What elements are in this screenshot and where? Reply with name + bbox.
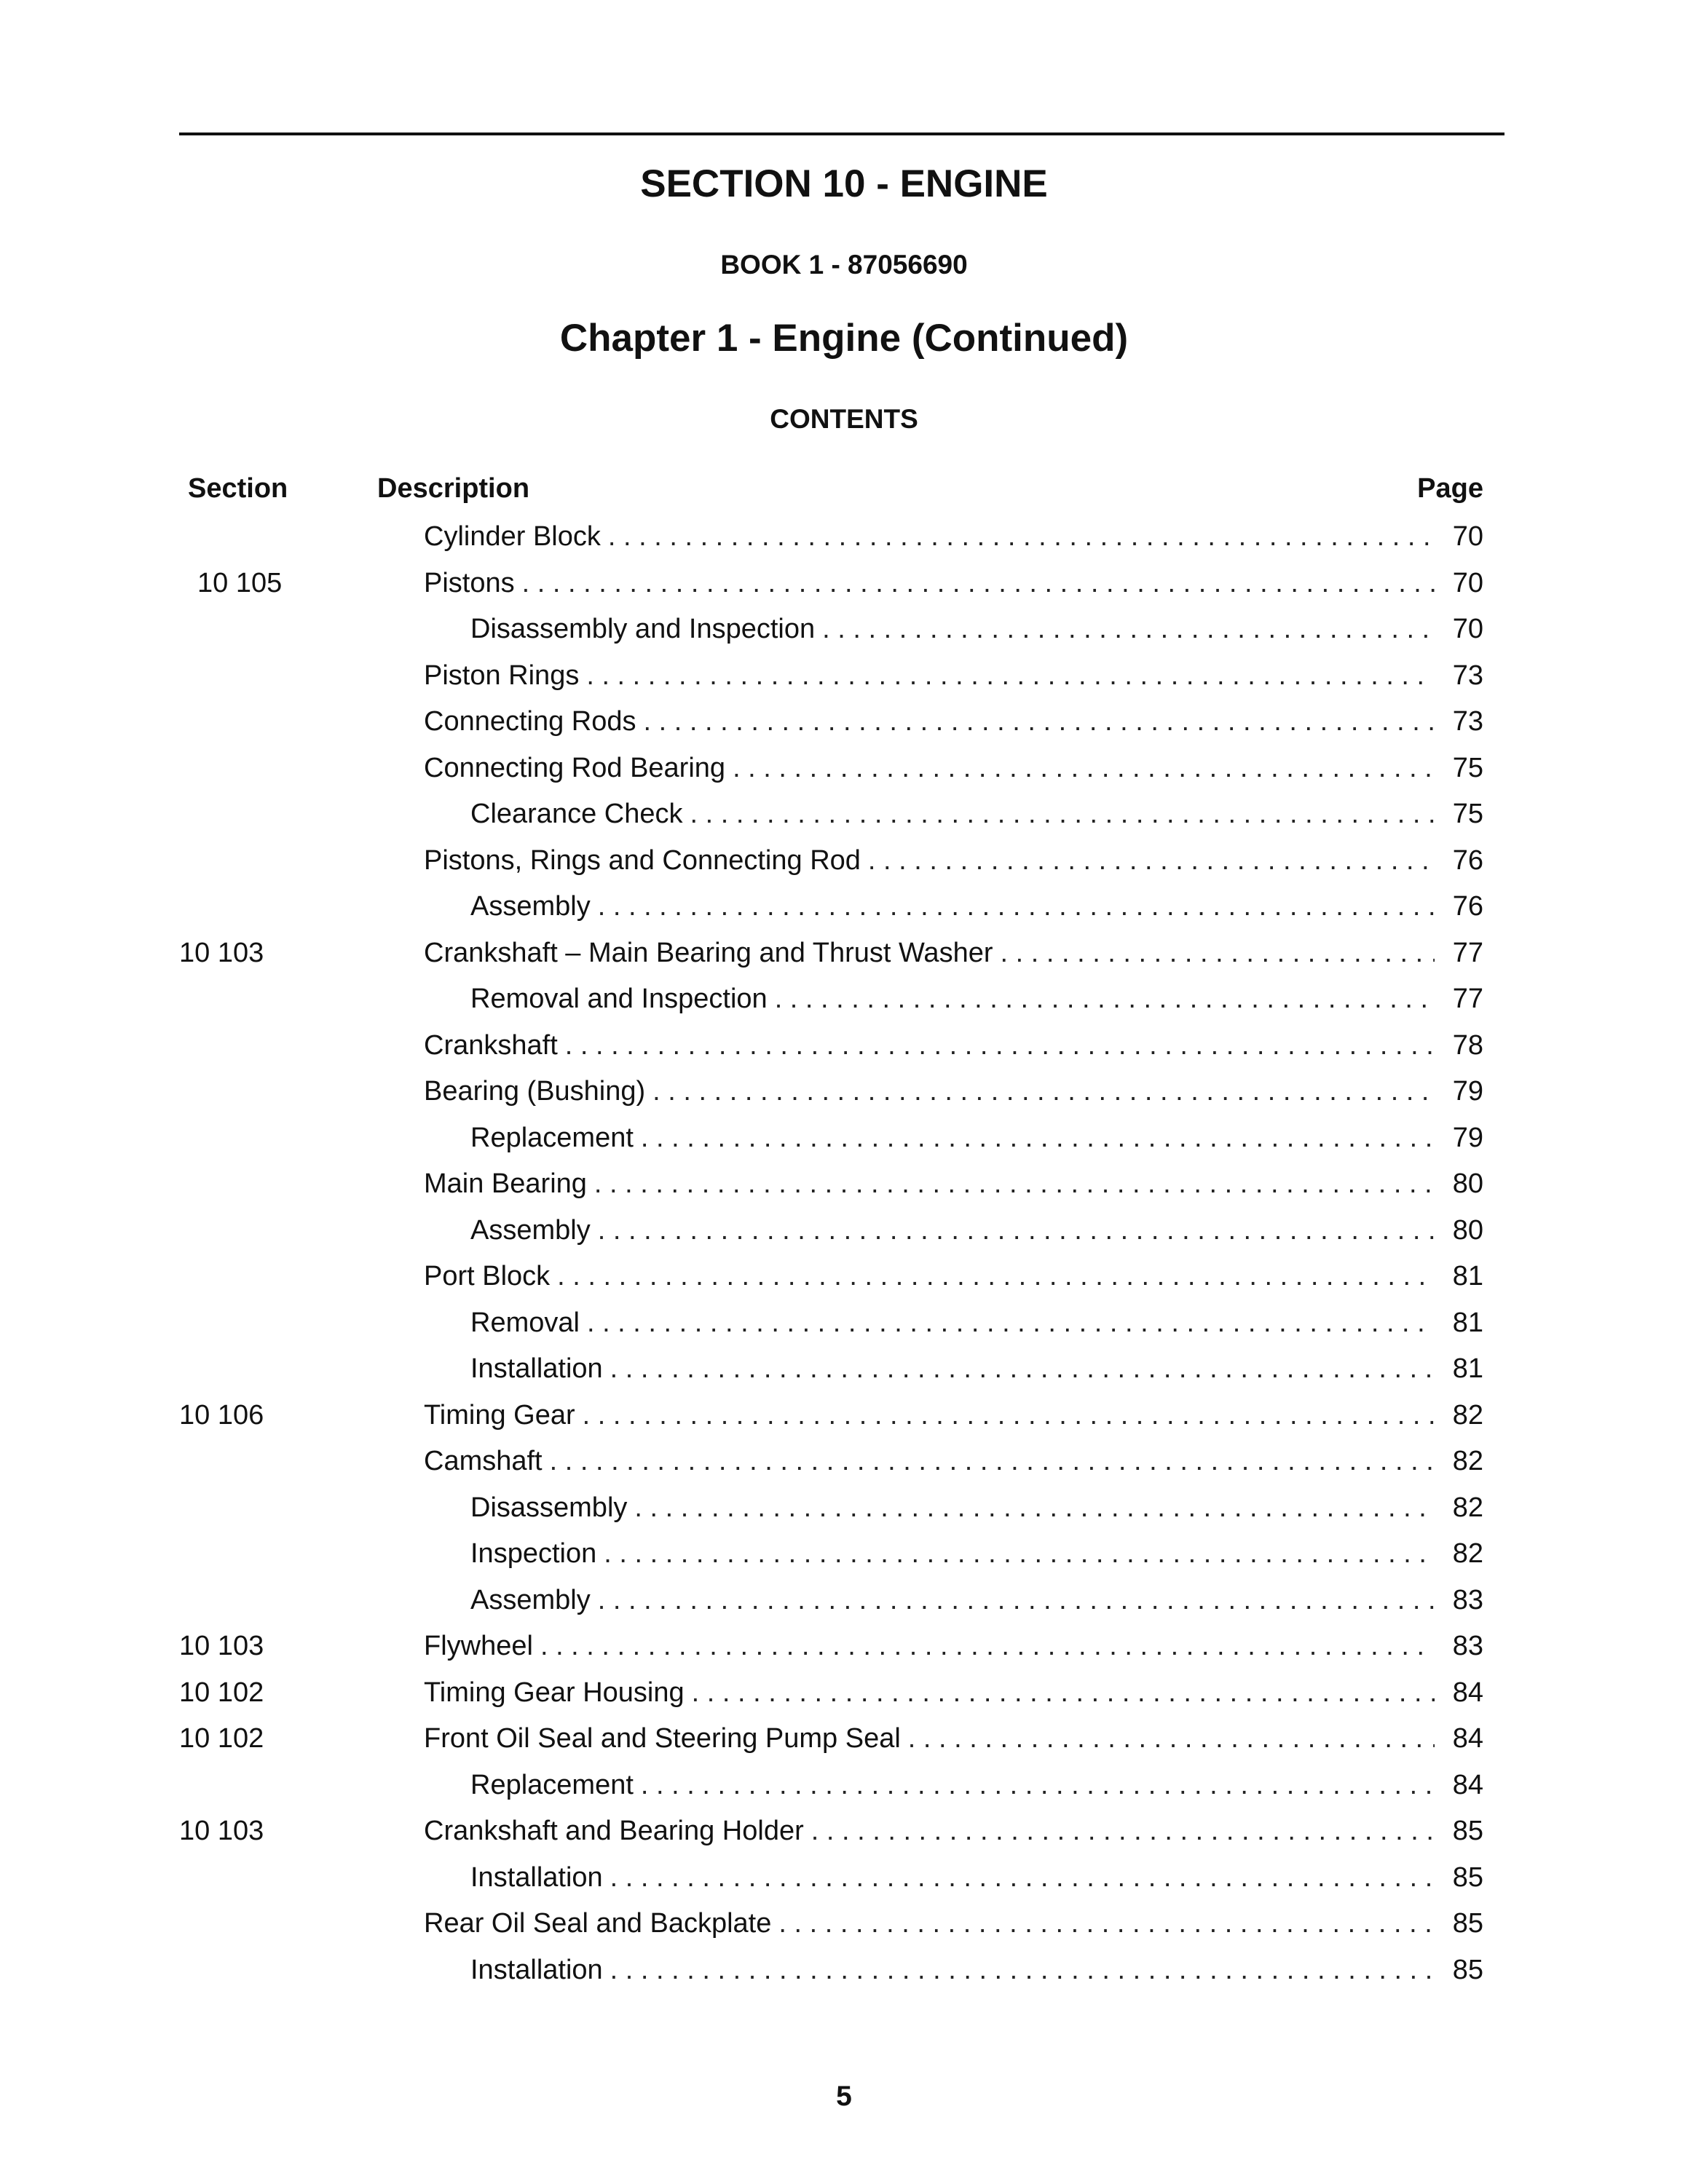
toc-row bbox=[0, 514, 1688, 561]
dot-leader bbox=[652, 1069, 1435, 1115]
section-title: SECTION 10 - ENGINE bbox=[640, 162, 1048, 205]
toc-description-line bbox=[470, 1346, 1435, 1393]
toc-page-number: 70 bbox=[1452, 521, 1483, 552]
toc-page-number: 84 bbox=[1452, 1769, 1483, 1800]
toc-description-line bbox=[470, 1485, 1435, 1532]
toc-description-line bbox=[424, 930, 1435, 977]
toc-description-line bbox=[424, 745, 1435, 792]
toc-description-line bbox=[470, 1115, 1435, 1162]
column-header-section: Section bbox=[188, 473, 288, 504]
toc-row bbox=[0, 1393, 1688, 1439]
toc-row bbox=[0, 1670, 1688, 1717]
toc-description: Cylinder Block bbox=[424, 521, 601, 552]
dot-leader bbox=[775, 976, 1435, 1023]
toc-description-line bbox=[424, 1254, 1435, 1300]
top-rule bbox=[179, 132, 1504, 135]
toc-row bbox=[0, 791, 1688, 838]
toc-row bbox=[0, 745, 1688, 792]
dot-leader bbox=[610, 1947, 1435, 1994]
toc-page-number: 81 bbox=[1452, 1353, 1483, 1384]
toc-page-number: 80 bbox=[1452, 1214, 1483, 1246]
toc-page-number: 80 bbox=[1452, 1168, 1483, 1199]
toc-page-number: 85 bbox=[1452, 1861, 1483, 1893]
toc-description-line bbox=[424, 514, 1435, 561]
toc-row bbox=[0, 1300, 1688, 1347]
table-of-contents bbox=[0, 514, 1688, 1993]
toc-description: Inspection bbox=[470, 1538, 597, 1569]
toc-description: Assembly bbox=[470, 1584, 591, 1615]
dot-leader bbox=[550, 1439, 1435, 1485]
dot-leader bbox=[610, 1855, 1435, 1902]
toc-row bbox=[0, 699, 1688, 745]
toc-description: Camshaft bbox=[424, 1446, 543, 1476]
toc-row bbox=[0, 1531, 1688, 1578]
toc-page-number: 76 bbox=[1452, 844, 1483, 876]
toc-row bbox=[0, 884, 1688, 930]
toc-row bbox=[0, 1623, 1688, 1670]
toc-row bbox=[0, 1716, 1688, 1762]
dot-leader bbox=[908, 1716, 1435, 1762]
toc-description: Assembly bbox=[470, 1214, 591, 1246]
toc-description: Removal bbox=[470, 1307, 580, 1338]
toc-page-number: 82 bbox=[1452, 1492, 1483, 1523]
toc-description-line bbox=[470, 606, 1435, 653]
toc-description-line bbox=[424, 1439, 1435, 1485]
toc-row bbox=[0, 1161, 1688, 1208]
dot-leader bbox=[540, 1623, 1435, 1670]
contents-heading: CONTENTS bbox=[770, 404, 918, 434]
toc-page-number: 76 bbox=[1452, 891, 1483, 922]
dot-leader bbox=[598, 1208, 1435, 1254]
toc-row bbox=[0, 1762, 1688, 1809]
toc-description: Crankshaft – Main Bearing and Thrust Washer bbox=[424, 937, 993, 968]
dot-leader bbox=[811, 1808, 1435, 1855]
toc-description: Installation bbox=[470, 1353, 603, 1384]
toc-page-number: 83 bbox=[1452, 1584, 1483, 1615]
dot-leader bbox=[594, 1161, 1435, 1208]
toc-row bbox=[0, 1346, 1688, 1393]
toc-description-line bbox=[470, 791, 1435, 838]
toc-page-number: 85 bbox=[1452, 1908, 1483, 1939]
dot-leader bbox=[1001, 930, 1435, 977]
dot-leader bbox=[822, 606, 1435, 653]
toc-row bbox=[0, 653, 1688, 700]
dot-leader bbox=[586, 653, 1435, 700]
toc-row bbox=[0, 1208, 1688, 1254]
toc-description-line bbox=[424, 1161, 1435, 1208]
toc-page-number: 85 bbox=[1452, 1816, 1483, 1846]
toc-row bbox=[0, 1901, 1688, 1947]
toc-description: Assembly bbox=[470, 891, 591, 922]
dot-leader bbox=[598, 1578, 1435, 1624]
toc-page-number: 85 bbox=[1452, 1954, 1483, 1985]
toc-row bbox=[0, 1485, 1688, 1532]
toc-description-line bbox=[424, 699, 1435, 745]
toc-description: Port Block bbox=[424, 1261, 551, 1291]
toc-page-number: 81 bbox=[1452, 1261, 1483, 1291]
dot-leader bbox=[565, 1023, 1435, 1069]
toc-section-number: 10 103 bbox=[179, 937, 264, 968]
column-header-page: Page bbox=[1417, 473, 1483, 504]
dot-leader bbox=[644, 699, 1435, 745]
toc-description-line bbox=[424, 653, 1435, 700]
toc-description-line bbox=[424, 1808, 1435, 1855]
page-number: 5 bbox=[836, 2081, 852, 2112]
toc-description: Connecting Rod Bearing bbox=[424, 752, 726, 783]
toc-description: Connecting Rods bbox=[424, 706, 636, 737]
toc-row bbox=[0, 1115, 1688, 1162]
toc-description: Installation bbox=[470, 1954, 603, 1985]
toc-description: Pistons, Rings and Connecting Rod bbox=[424, 844, 861, 876]
toc-page-number: 82 bbox=[1452, 1446, 1483, 1476]
toc-description-line bbox=[424, 838, 1435, 885]
toc-row bbox=[0, 976, 1688, 1023]
toc-description-line bbox=[470, 1855, 1435, 1902]
book-number: BOOK 1 - 87056690 bbox=[720, 250, 968, 280]
toc-description: Disassembly bbox=[470, 1492, 628, 1523]
toc-description-line bbox=[424, 1716, 1435, 1762]
toc-description-line bbox=[424, 1393, 1435, 1439]
toc-page-number: 82 bbox=[1452, 1538, 1483, 1569]
toc-description: Pistons bbox=[424, 567, 515, 598]
toc-page-number: 79 bbox=[1452, 1076, 1483, 1107]
chapter-title: Chapter 1 - Engine (Continued) bbox=[559, 317, 1129, 360]
dot-leader bbox=[610, 1346, 1435, 1393]
toc-description-line bbox=[470, 1208, 1435, 1254]
toc-page-number: 83 bbox=[1452, 1631, 1483, 1661]
toc-page-number: 77 bbox=[1452, 937, 1483, 968]
toc-row bbox=[0, 1947, 1688, 1994]
toc-description: Rear Oil Seal and Backplate bbox=[424, 1908, 772, 1939]
dot-leader bbox=[868, 838, 1435, 885]
toc-row bbox=[0, 1578, 1688, 1624]
dot-leader bbox=[778, 1901, 1435, 1947]
toc-description: Clearance Check bbox=[470, 799, 683, 829]
toc-description: Bearing (Bushing) bbox=[424, 1076, 646, 1107]
toc-row bbox=[0, 606, 1688, 653]
toc-section-number: 10 102 bbox=[179, 1723, 264, 1754]
toc-page-number: 70 bbox=[1452, 614, 1483, 644]
toc-page-number: 84 bbox=[1452, 1677, 1483, 1708]
toc-description: Installation bbox=[470, 1861, 603, 1893]
toc-row bbox=[0, 1855, 1688, 1902]
dot-leader bbox=[733, 745, 1435, 792]
toc-section-number: 10 103 bbox=[179, 1631, 264, 1661]
dot-leader bbox=[583, 1393, 1435, 1439]
toc-description-line bbox=[424, 1023, 1435, 1069]
toc-row bbox=[0, 838, 1688, 885]
toc-description-line bbox=[424, 1069, 1435, 1115]
toc-description: Front Oil Seal and Steering Pump Seal bbox=[424, 1723, 901, 1754]
toc-page-number: 82 bbox=[1452, 1399, 1483, 1431]
dot-leader bbox=[641, 1762, 1435, 1809]
toc-row bbox=[0, 1069, 1688, 1115]
toc-description: Replacement bbox=[470, 1769, 634, 1800]
toc-description-line bbox=[470, 1531, 1435, 1578]
toc-page-number: 73 bbox=[1452, 706, 1483, 737]
toc-description-line bbox=[470, 1947, 1435, 1994]
toc-description: Piston Rings bbox=[424, 660, 580, 691]
toc-row bbox=[0, 1808, 1688, 1855]
toc-description-line bbox=[470, 884, 1435, 930]
toc-section-number: 10 102 bbox=[179, 1677, 264, 1708]
toc-description: Removal and Inspection bbox=[470, 984, 768, 1014]
toc-row bbox=[0, 1254, 1688, 1300]
toc-description-line bbox=[424, 1623, 1435, 1670]
dot-leader bbox=[522, 561, 1435, 607]
toc-page-number: 77 bbox=[1452, 984, 1483, 1014]
toc-page-number: 79 bbox=[1452, 1122, 1483, 1153]
toc-page-number: 81 bbox=[1452, 1307, 1483, 1338]
dot-leader bbox=[692, 1670, 1435, 1717]
toc-description: Replacement bbox=[470, 1122, 634, 1153]
column-header-description: Description bbox=[377, 473, 530, 504]
toc-row bbox=[0, 1439, 1688, 1485]
toc-description: Disassembly and Inspection bbox=[470, 614, 816, 644]
dot-leader bbox=[641, 1115, 1435, 1162]
toc-description: Timing Gear Housing bbox=[424, 1677, 685, 1708]
toc-page-number: 70 bbox=[1452, 567, 1483, 598]
toc-description-line bbox=[424, 1901, 1435, 1947]
toc-description-line bbox=[470, 1578, 1435, 1624]
toc-page-number: 84 bbox=[1452, 1723, 1483, 1754]
toc-section-number: 10 105 bbox=[197, 567, 283, 598]
toc-description: Crankshaft and Bearing Holder bbox=[424, 1816, 804, 1846]
toc-page-number: 75 bbox=[1452, 752, 1483, 783]
toc-description-line bbox=[424, 561, 1435, 607]
toc-page-number: 75 bbox=[1452, 799, 1483, 829]
toc-row bbox=[0, 1023, 1688, 1069]
toc-description-line bbox=[470, 1300, 1435, 1347]
toc-page-number: 78 bbox=[1452, 1029, 1483, 1061]
dot-leader bbox=[587, 1300, 1435, 1347]
dot-leader bbox=[604, 1531, 1435, 1578]
toc-description: Timing Gear bbox=[424, 1399, 575, 1431]
dot-leader bbox=[690, 791, 1435, 838]
toc-description: Crankshaft bbox=[424, 1029, 558, 1061]
toc-description: Flywheel bbox=[424, 1631, 533, 1661]
toc-description-line bbox=[424, 1670, 1435, 1717]
dot-leader bbox=[598, 884, 1435, 930]
dot-leader bbox=[608, 514, 1435, 561]
dot-leader bbox=[634, 1485, 1435, 1532]
toc-description-line bbox=[470, 976, 1435, 1023]
toc-description: Main Bearing bbox=[424, 1168, 587, 1199]
toc-row bbox=[0, 561, 1688, 607]
toc-description-line bbox=[470, 1762, 1435, 1809]
toc-section-number: 10 103 bbox=[179, 1816, 264, 1846]
toc-section-number: 10 106 bbox=[179, 1399, 264, 1431]
toc-page-number: 73 bbox=[1452, 660, 1483, 691]
dot-leader bbox=[557, 1254, 1435, 1300]
toc-row bbox=[0, 930, 1688, 977]
